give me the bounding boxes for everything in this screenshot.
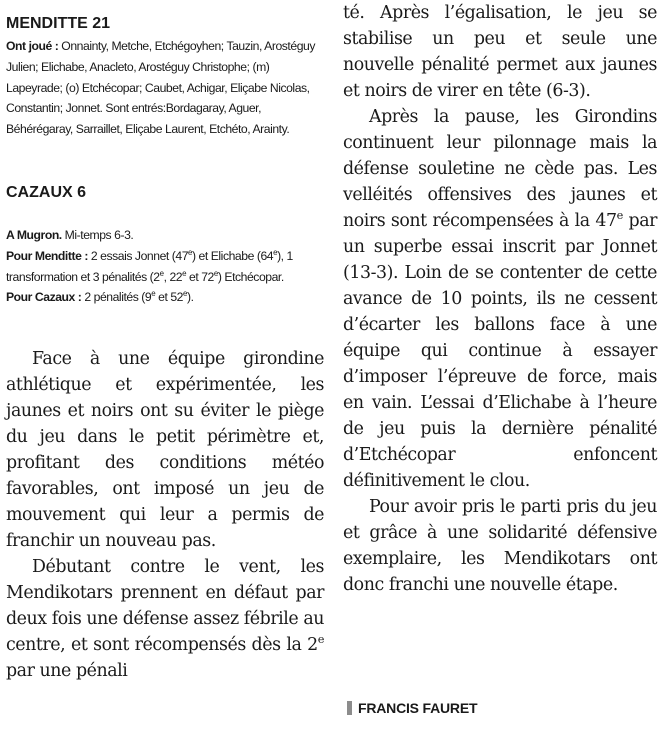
paragraph-1: Face à une équipe girondine athlétique et expérimentée, les jaunes et noirs ont su éviter le piège du jeu dans le petit périmètre et, profitant des conditions météo favorables, ont imposé un jeu de mouvement qui leur a permis de franchir un nouveau pas. [6, 349, 324, 551]
cazaux-scorers: Pour Cazaux : 2 pénalités (9e et 52e). [6, 289, 194, 305]
menditte-scorers: Pour Menditte : 2 essais Jonnet (47e) et Elichabe (64e), 1 transformation et 3 pénalités (2e, 22e et 72e) Etchécopar. [6, 247, 293, 284]
byline [347, 700, 477, 716]
team-score-menditte: MENDITTE 21 [6, 15, 111, 32]
team-score-cazaux: CAZAUX 6 [6, 184, 87, 201]
venue-text: Mi-temps 6-3. [61, 228, 134, 242]
lineup-label: Ont joué : [6, 39, 59, 53]
paragraph-3: Après la pause, les Girondins continuent leur pilonnage mais la défense souletine ne cède pas. Les velléités offensives des jaunes et noirs sont récompensées à la 47e par un superbe essai inscrit par Jonnet (13-3). Loin de se contenter de cette avance de 10 points, ils ne cessent d’écarter les ballons face à une équipe qui continue à essayer d’imposer l’épreuve de force, mais en vain. L’essai d’Elichabe à l’heure de jeu puis la dernière pénalité d’Etchécopar enfoncent définitivement le clou. [343, 107, 657, 491]
paragraph-2: Débutant contre le vent, les Mendikotars prennent en défaut par deux fois une défense assez fébrile au centre, et sont récompensés dès la 2e par une pénali [6, 557, 324, 681]
lineup [6, 36, 324, 140]
venue-line [6, 225, 324, 246]
cazaux-label: Pour Cazaux : [6, 290, 82, 305]
venue-label: A Mugron. [6, 228, 62, 242]
paragraph-2-continued: té. Après l’égalisation, le jeu se stabilise un peu et seule une nouvelle pénalité permet aux jaunes et noirs de virer en tête (6-3). [343, 3, 657, 101]
lineup-text: Onnainty, Metche, Etchégoyhen; Tauzin, Arostéguy Julien; Elichabe, Anacleto, Arostéguy Christophe; (m) Lapeyrade; (o) Etchécopar; Caubet, Achigar, Eliçabe Nicolas, Constantin; Jonnet. Sont entrés:Bordagaray, Aguer, Béhérégaray, Sarraillet, Eliçabe Laurent, Etchéto, Arainty. [6, 39, 315, 137]
article-body-right [343, 0, 657, 598]
menditte-label: Pour Menditte : [6, 248, 88, 263]
paragraph-4: Pour avoir pris le parti pris du jeu et grâce à une solidarité défensive exemplaire, les Mendikotars ont donc franchi une nouvelle étape. [343, 497, 657, 595]
article-body-left [6, 346, 324, 684]
byline-bar [347, 701, 352, 715]
author-name: FRANCIS FAURET [358, 700, 478, 716]
match-info [6, 225, 324, 308]
